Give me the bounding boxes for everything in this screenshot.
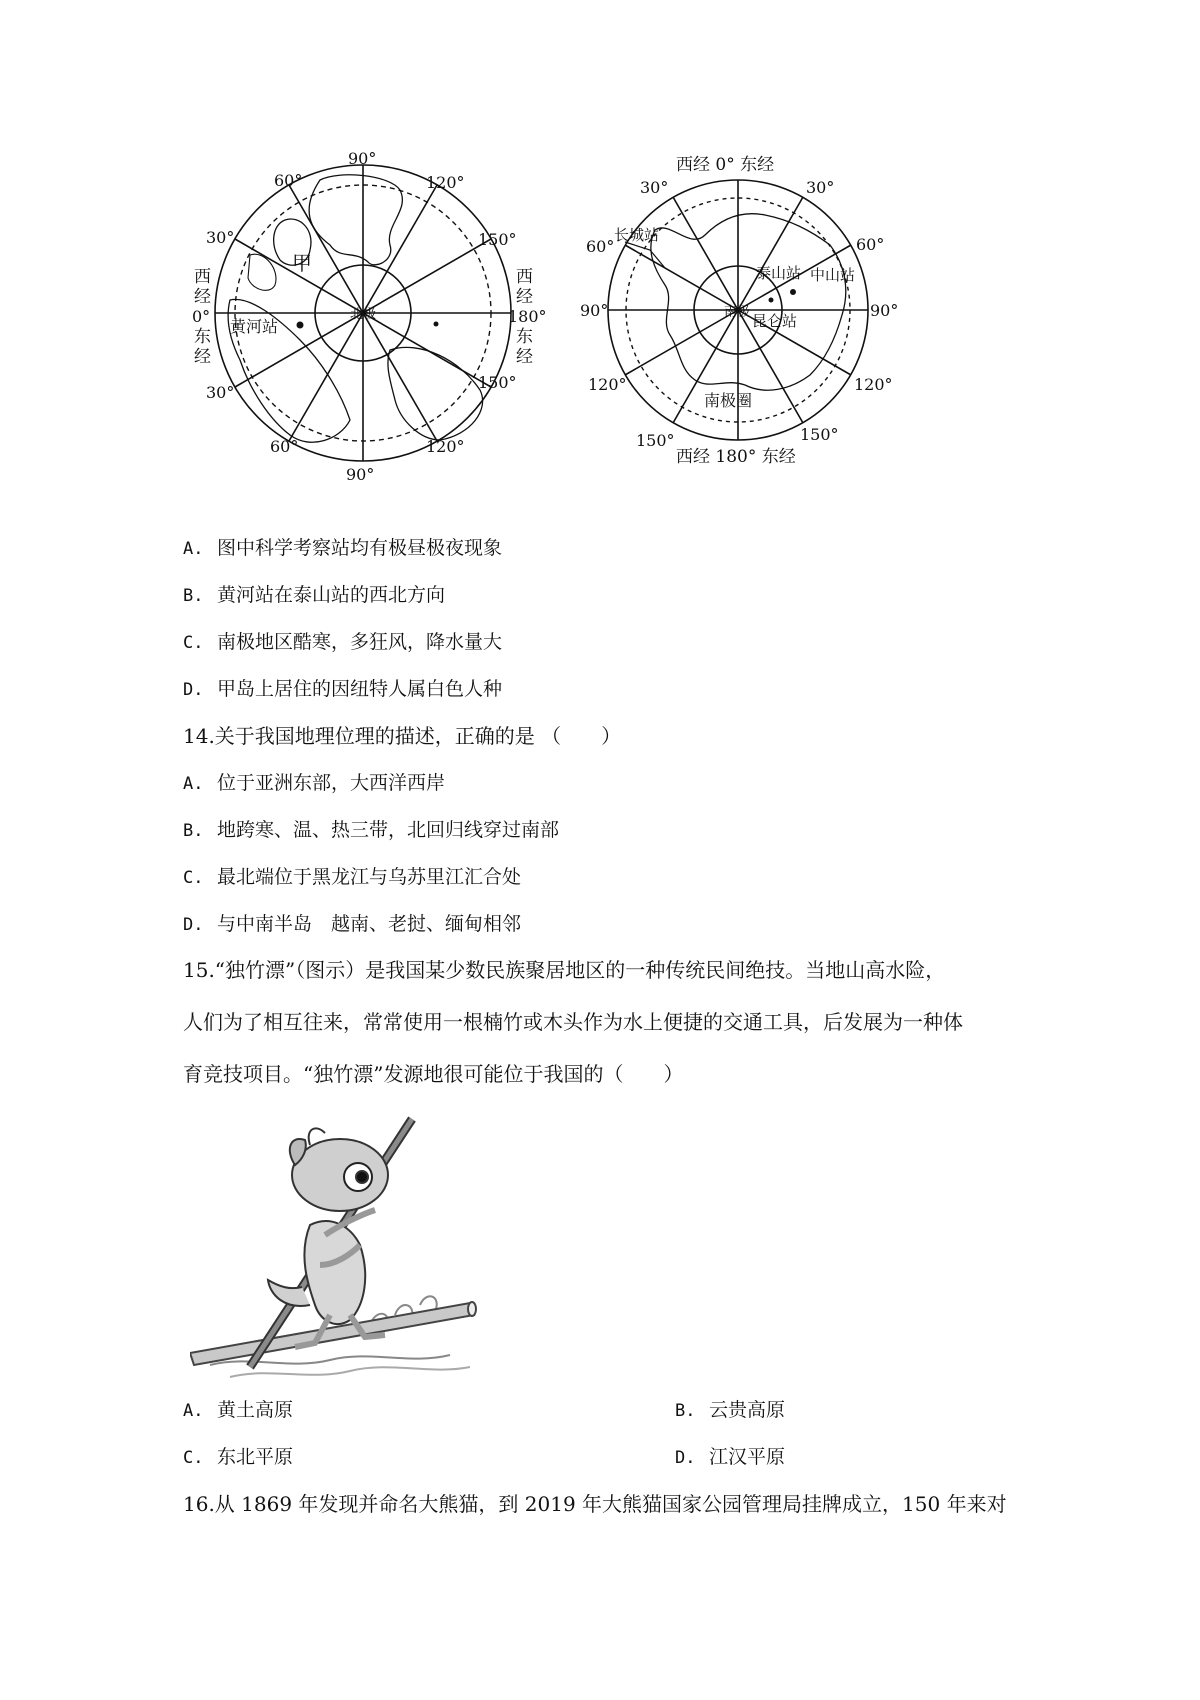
south-label-150-right: 150° (800, 425, 839, 444)
south-label-120-left: 120° (588, 375, 627, 394)
q15-option-d: D. 江汉平原 (675, 1446, 786, 1468)
north-right-west-1: 西 (516, 267, 533, 287)
island-jia-label: 甲 (292, 251, 312, 275)
q15-option-b: B. 云贵高原 (675, 1399, 786, 1421)
north-right-east-2: 经 (516, 347, 533, 367)
south-label-90-right: 90° (870, 301, 899, 320)
north-left-west-2: 经 (194, 287, 211, 307)
q14-stem: 14.关于我国地理位理的描述，正确的是 （ ） (183, 724, 622, 748)
q14-option-b-text: 地跨寒、温、热三带，北回归线穿过南部 (217, 819, 560, 841)
north-bottom-label: 90° (346, 465, 375, 480)
north-left-west-1: 西 (194, 267, 211, 287)
q15-stem-line-2: 人们为了相互往来，常常使用一根楠竹或木头作为水上便捷的交通工具，后发展为一种体 (183, 1010, 963, 1034)
q15-stem-line-3: 育竞技项目。“独竹漂”发源地很可能位于我国的（ ） (183, 1062, 684, 1086)
polar-maps-figure (190, 150, 990, 510)
antarctic-circle-label: 南极圈 (704, 391, 753, 410)
north-label-60-lower: 60° (270, 437, 299, 456)
q14-option-d-text: 与中南半岛 越南、老挝、缅甸相邻 (217, 913, 522, 935)
taishan-station-label: 泰山站 (756, 264, 802, 282)
q13-option-c-text: 南极地区酷寒，多狂风，降水量大 (217, 631, 503, 653)
north-right-east-1: 东 (516, 327, 533, 347)
kunlun-station-label: 昆仑站 (752, 312, 798, 330)
q14-option-c-text: 最北端位于黑龙江与乌苏里江汇合处 (217, 866, 522, 888)
q13-option-d: D. 甲岛上居住的因纽特人属白色人种 (183, 678, 503, 700)
south-bottom-label: 西经 180° 东经 (676, 447, 796, 467)
q13-option-c: C. 南极地区酷寒，多狂风，降水量大 (183, 631, 503, 653)
north-right-180: 180° (508, 307, 547, 326)
q15-option-a-text: 黄土高原 (217, 1399, 294, 1421)
north-left-east-1: 东 (194, 327, 211, 347)
changcheng-station-label: 长城站 (614, 226, 660, 244)
q15-option-b-text: 云贵高原 (709, 1399, 786, 1421)
q14-option-b: B. 地跨寒、温、热三带，北回归线穿过南部 (183, 819, 560, 841)
south-label-30-left: 30° (640, 178, 669, 197)
zhongshan-station-label: 中山站 (810, 266, 856, 284)
q14-option-a: A. 位于亚洲东部，大西洋西岸 (183, 772, 446, 794)
q14-option-c: C. 最北端位于黑龙江与乌苏里江汇合处 (183, 866, 522, 888)
dragon-bamboo-rafting-illustration (190, 1115, 530, 1385)
south-label-60-left: 60° (586, 237, 615, 256)
q13-option-b: B. 黄河站在泰山站的西北方向 (183, 584, 446, 606)
north-label-150-upper: 150° (478, 230, 517, 249)
south-polar-map (580, 150, 900, 470)
q15-option-d-text: 江汉平原 (709, 1446, 786, 1468)
north-left-east-2: 经 (194, 347, 211, 367)
north-pole-label: 北极 (350, 307, 377, 322)
north-label-150-lower: 150° (478, 373, 517, 392)
q14-option-a-text: 位于亚洲东部，大西洋西岸 (217, 772, 446, 794)
q15-stem-line-1: 15.“独竹漂”（图示）是我国某少数民族聚居地区的一种传统民间绝技。当地山高水险， (183, 958, 946, 982)
north-top-label: 90° (348, 150, 377, 168)
q15-option-c-text: 东北平原 (217, 1446, 294, 1468)
north-polar-map (190, 150, 550, 480)
north-label-30-lower: 30° (206, 383, 235, 402)
south-label-60-right: 60° (856, 235, 885, 254)
q13-option-b-text: 黄河站在泰山站的西北方向 (217, 584, 446, 606)
north-left-zero: 0° (192, 307, 211, 326)
q13-option-a: A. 图中科学考察站均有极昼极夜现象 (183, 537, 503, 559)
south-pole-label: 南极 (724, 305, 751, 320)
north-label-30-upper: 30° (206, 228, 235, 247)
south-label-150-left: 150° (636, 431, 675, 450)
q14-option-d: D. 与中南半岛 越南、老挝、缅甸相邻 (183, 913, 522, 935)
q15-option-c: C. 东北平原 (183, 1446, 294, 1468)
south-label-30-right: 30° (806, 178, 835, 197)
south-label-120-right: 120° (854, 375, 893, 394)
q13-option-d-text: 甲岛上居住的因纽特人属白色人种 (217, 678, 503, 700)
north-right-west-2: 经 (516, 287, 533, 307)
north-label-120-upper: 120° (426, 173, 465, 192)
south-top-label: 西经 0° 东经 (676, 155, 775, 175)
south-label-90-left: 90° (580, 301, 609, 320)
north-label-120-lower: 120° (426, 437, 465, 456)
huanghe-station-label: 黄河站 (230, 317, 279, 336)
q16-stem: 16.从 1869 年发现并命名大熊猫，到 2019 年大熊猫国家公园管理局挂牌成立，150 年来对 (183, 1492, 1007, 1516)
q15-option-a: A. 黄土高原 (183, 1399, 294, 1421)
q13-option-a-text: 图中科学考察站均有极昼极夜现象 (217, 537, 503, 559)
north-label-60-upper: 60° (274, 171, 303, 190)
